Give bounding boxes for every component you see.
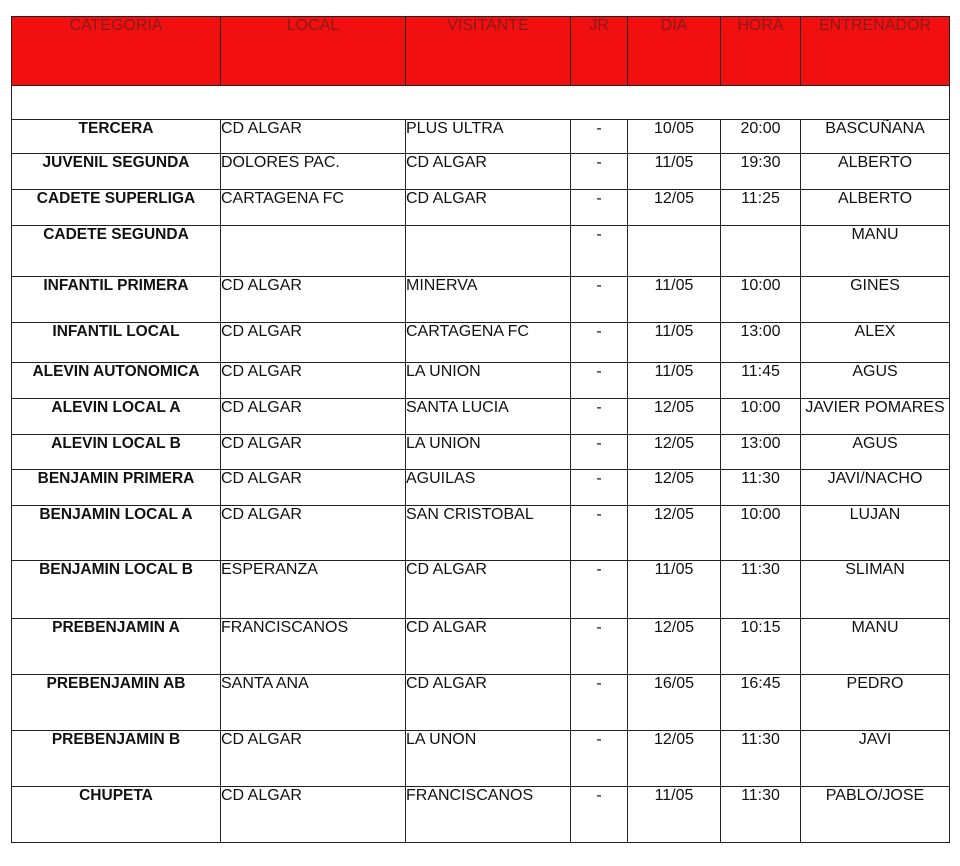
local-team-cell: CD ALGAR	[221, 506, 406, 561]
date-cell	[628, 226, 721, 277]
spacer-cell	[12, 86, 950, 120]
referee-cell: -	[571, 120, 628, 154]
header-categoria: CATEGORIA	[12, 17, 221, 86]
header-entrenador: ENTRENADOR	[801, 17, 950, 86]
category-cell: CADETE SUPERLIGA	[12, 190, 221, 226]
time-cell: 11:30	[721, 731, 801, 787]
category-cell: INFANTIL PRIMERA	[12, 277, 221, 323]
date-cell: 10/05	[628, 120, 721, 154]
category-cell: PREBENJAMIN AB	[12, 675, 221, 731]
referee-cell: -	[571, 675, 628, 731]
local-team-cell: CD ALGAR	[221, 277, 406, 323]
table-row	[12, 619, 950, 675]
coach-cell: MANU	[801, 619, 950, 675]
referee-cell: -	[571, 226, 628, 277]
date-cell: 12/05	[628, 506, 721, 561]
table-row	[12, 787, 950, 843]
coach-cell: ALBERTO	[801, 190, 950, 226]
visitor-team-cell: PLUS ULTRA	[406, 120, 571, 154]
referee-cell: -	[571, 154, 628, 190]
category-cell: JUVENIL SEGUNDA	[12, 154, 221, 190]
table-row	[12, 506, 950, 561]
date-cell: 11/05	[628, 787, 721, 843]
referee-cell: -	[571, 731, 628, 787]
referee-cell: -	[571, 435, 628, 470]
referee-cell: -	[571, 787, 628, 843]
spacer-row	[12, 86, 950, 120]
local-team-cell: CD ALGAR	[221, 363, 406, 399]
coach-cell: MANU	[801, 226, 950, 277]
time-cell: 13:00	[721, 323, 801, 363]
visitor-team-cell: CD ALGAR	[406, 675, 571, 731]
visitor-team-cell: LA UNION	[406, 435, 571, 470]
coach-cell: PABLO/JOSE	[801, 787, 950, 843]
table-row	[12, 120, 950, 154]
category-cell: CADETE SEGUNDA	[12, 226, 221, 277]
local-team-cell: CD ALGAR	[221, 470, 406, 506]
date-cell: 12/05	[628, 190, 721, 226]
coach-cell: PEDRO	[801, 675, 950, 731]
local-team-cell: CD ALGAR	[221, 323, 406, 363]
category-cell: ALEVIN LOCAL B	[12, 435, 221, 470]
local-team-cell: CD ALGAR	[221, 399, 406, 435]
local-team-cell: SANTA ANA	[221, 675, 406, 731]
visitor-team-cell: CD ALGAR	[406, 561, 571, 619]
visitor-team-cell: CD ALGAR	[406, 190, 571, 226]
referee-cell: -	[571, 470, 628, 506]
visitor-team-cell: FRANCISCANOS	[406, 787, 571, 843]
table-row	[12, 226, 950, 277]
table-row	[12, 399, 950, 435]
header-jr: JR	[571, 17, 628, 86]
table-row	[12, 323, 950, 363]
date-cell: 12/05	[628, 399, 721, 435]
date-cell: 11/05	[628, 154, 721, 190]
time-cell: 11:30	[721, 470, 801, 506]
time-cell: 10:00	[721, 399, 801, 435]
coach-cell: JAVI	[801, 731, 950, 787]
time-cell: 19:30	[721, 154, 801, 190]
local-team-cell: DOLORES PAC.	[221, 154, 406, 190]
category-cell: CHUPETA	[12, 787, 221, 843]
date-cell: 11/05	[628, 277, 721, 323]
local-team-cell: ESPERANZA	[221, 561, 406, 619]
date-cell: 12/05	[628, 619, 721, 675]
table-row	[12, 154, 950, 190]
time-cell: 13:00	[721, 435, 801, 470]
table-row	[12, 277, 950, 323]
referee-cell: -	[571, 277, 628, 323]
local-team-cell: CARTAGENA FC	[221, 190, 406, 226]
visitor-team-cell: SANTA LUCIA	[406, 399, 571, 435]
visitor-team-cell	[406, 226, 571, 277]
time-cell: 10:00	[721, 277, 801, 323]
table-row	[12, 470, 950, 506]
local-team-cell	[221, 226, 406, 277]
visitor-team-cell: AGUILAS	[406, 470, 571, 506]
local-team-cell: CD ALGAR	[221, 731, 406, 787]
category-cell: PREBENJAMIN A	[12, 619, 221, 675]
table-row	[12, 731, 950, 787]
time-cell: 11:30	[721, 561, 801, 619]
time-cell: 11:25	[721, 190, 801, 226]
local-team-cell: CD ALGAR	[221, 120, 406, 154]
local-team-cell: CD ALGAR	[221, 435, 406, 470]
category-cell: INFANTIL LOCAL	[12, 323, 221, 363]
coach-cell: AGUS	[801, 435, 950, 470]
category-cell: PREBENJAMIN B	[12, 731, 221, 787]
referee-cell: -	[571, 561, 628, 619]
coach-cell: JAVIER POMARES	[801, 399, 950, 435]
local-team-cell: FRANCISCANOS	[221, 619, 406, 675]
table-row	[12, 363, 950, 399]
category-cell: ALEVIN AUTONOMICA	[12, 363, 221, 399]
coach-cell: ALBERTO	[801, 154, 950, 190]
referee-cell: -	[571, 506, 628, 561]
coach-cell: ALEX	[801, 323, 950, 363]
visitor-team-cell: CD ALGAR	[406, 619, 571, 675]
date-cell: 12/05	[628, 435, 721, 470]
time-cell: 20:00	[721, 120, 801, 154]
visitor-team-cell: MINERVA	[406, 277, 571, 323]
time-cell: 16:45	[721, 675, 801, 731]
table-row	[12, 190, 950, 226]
category-cell: ALEVIN LOCAL A	[12, 399, 221, 435]
visitor-team-cell: CD ALGAR	[406, 154, 571, 190]
table-body	[12, 86, 950, 843]
match-schedule-table	[11, 16, 950, 843]
table-row	[12, 675, 950, 731]
local-team-cell: CD ALGAR	[221, 787, 406, 843]
visitor-team-cell: LA UNION	[406, 363, 571, 399]
referee-cell: -	[571, 190, 628, 226]
visitor-team-cell: CARTAGENA FC	[406, 323, 571, 363]
date-cell: 11/05	[628, 363, 721, 399]
header-local: LOCAL	[221, 17, 406, 86]
date-cell: 11/05	[628, 323, 721, 363]
coach-cell: LUJAN	[801, 506, 950, 561]
table-header	[12, 17, 950, 86]
category-cell: BENJAMIN LOCAL A	[12, 506, 221, 561]
table-row	[12, 435, 950, 470]
time-cell: 11:30	[721, 787, 801, 843]
header-dia: DIA	[628, 17, 721, 86]
date-cell: 16/05	[628, 675, 721, 731]
time-cell: 10:15	[721, 619, 801, 675]
visitor-team-cell: LA UNON	[406, 731, 571, 787]
coach-cell: JAVI/NACHO	[801, 470, 950, 506]
time-cell: 10:00	[721, 506, 801, 561]
date-cell: 11/05	[628, 561, 721, 619]
header-hora: HORA	[721, 17, 801, 86]
category-cell: BENJAMIN PRIMERA	[12, 470, 221, 506]
category-cell: TERCERA	[12, 120, 221, 154]
header-row	[12, 17, 950, 86]
visitor-team-cell: SAN CRISTOBAL	[406, 506, 571, 561]
table-row	[12, 561, 950, 619]
time-cell	[721, 226, 801, 277]
header-visitante: VISITANTE	[406, 17, 571, 86]
referee-cell: -	[571, 363, 628, 399]
category-cell: BENJAMIN LOCAL B	[12, 561, 221, 619]
coach-cell: SLIMAN	[801, 561, 950, 619]
referee-cell: -	[571, 399, 628, 435]
referee-cell: -	[571, 323, 628, 363]
date-cell: 12/05	[628, 470, 721, 506]
coach-cell: GINES	[801, 277, 950, 323]
coach-cell: AGUS	[801, 363, 950, 399]
time-cell: 11:45	[721, 363, 801, 399]
coach-cell: BASCUÑANA	[801, 120, 950, 154]
date-cell: 12/05	[628, 731, 721, 787]
referee-cell: -	[571, 619, 628, 675]
